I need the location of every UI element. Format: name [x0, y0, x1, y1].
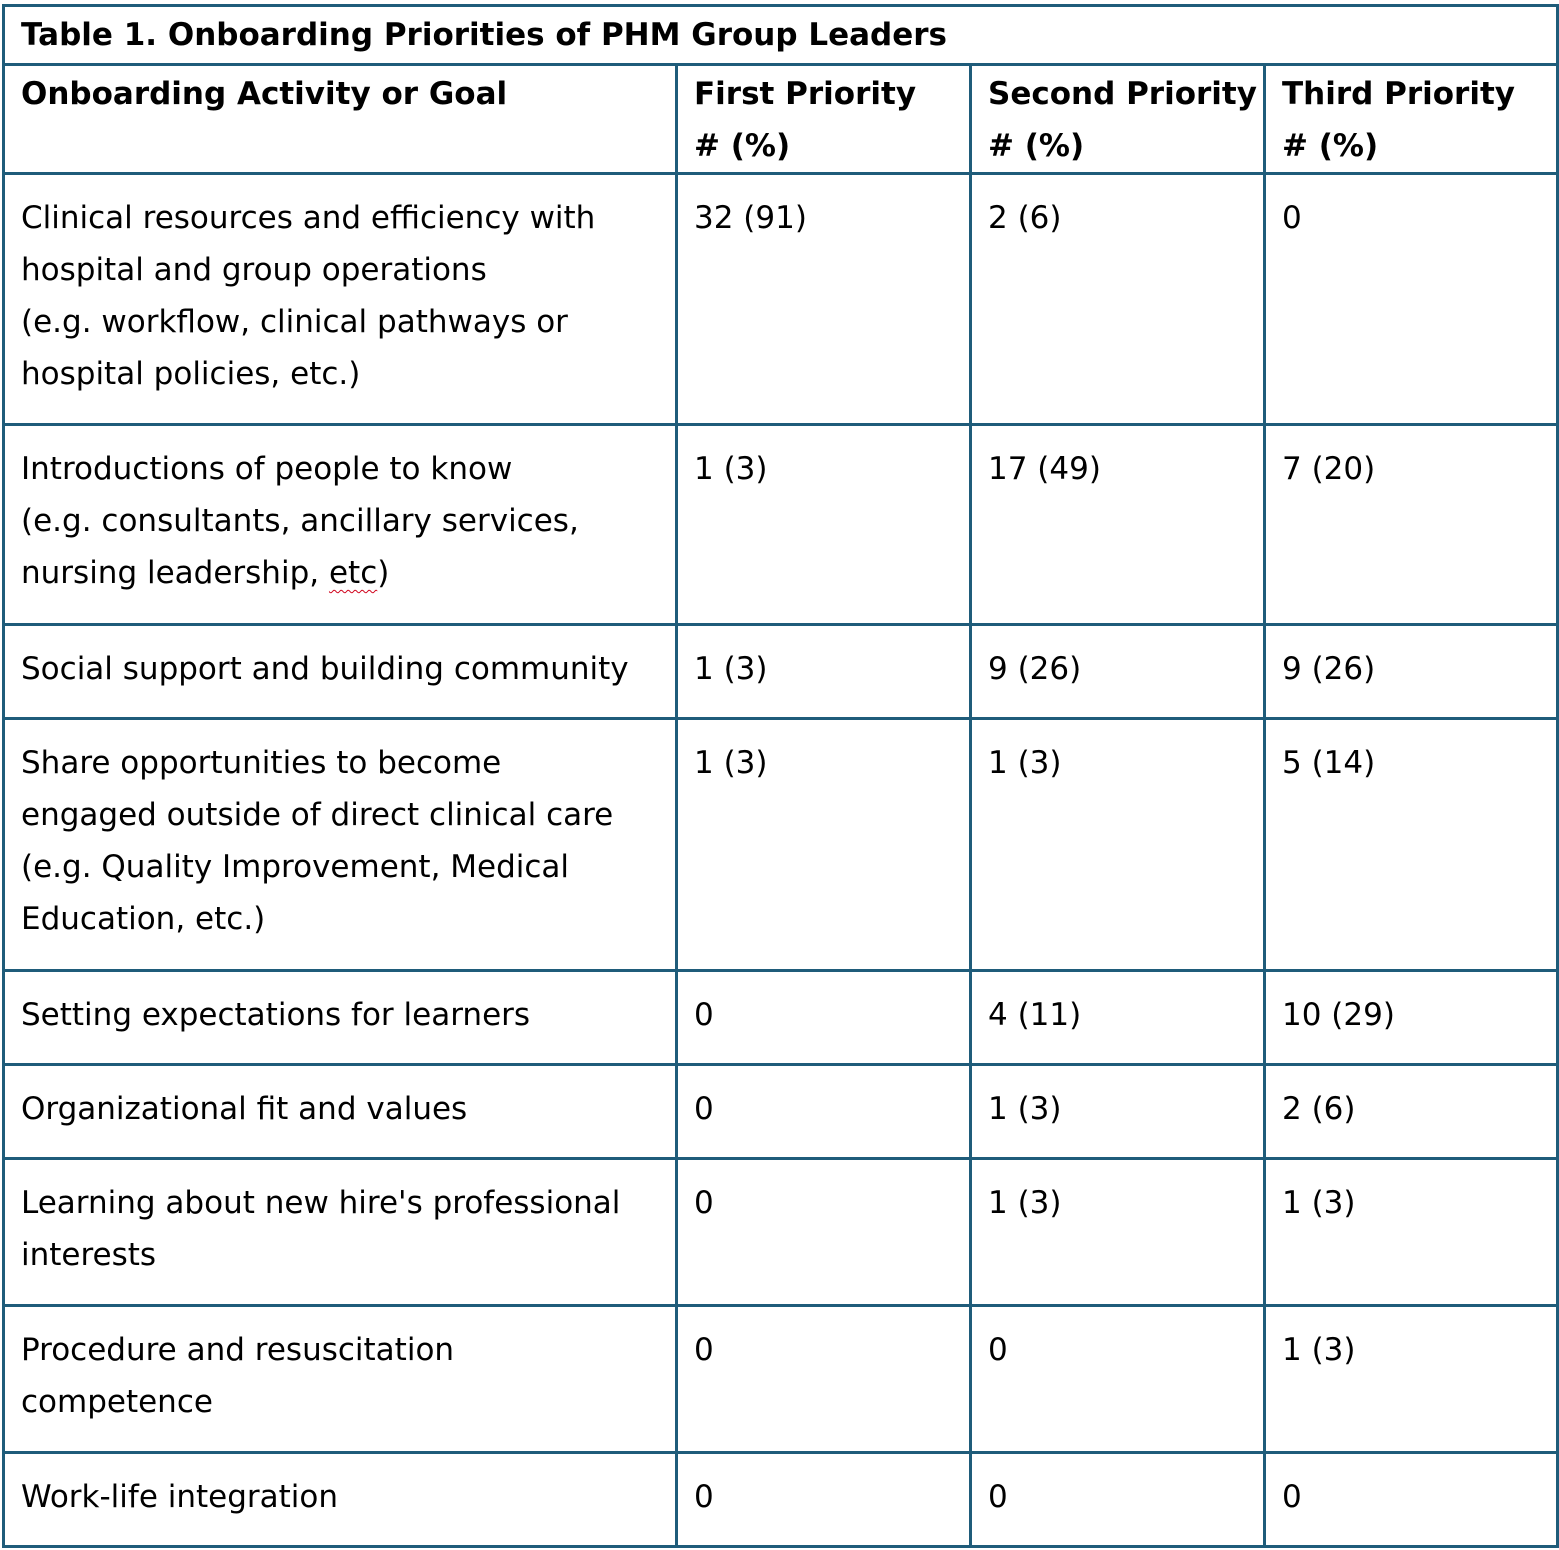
table-row	[4, 174, 1558, 425]
activity-line: (e.g. workflow, clinical pathways or	[21, 304, 568, 340]
table-row	[4, 971, 1558, 1065]
header-second-priority	[971, 65, 1265, 174]
table-row	[4, 1159, 1558, 1306]
third-priority-value: 0	[1265, 174, 1558, 425]
header-row	[4, 65, 1558, 174]
activity-cell	[4, 719, 677, 971]
header-activity-label: Onboarding Activity or Goal	[21, 76, 508, 112]
header-second-label: Second Priority	[988, 76, 1257, 112]
priorities-table	[2, 4, 1559, 1548]
activity-line-end: )	[377, 555, 390, 591]
activity-cell	[4, 1453, 677, 1547]
first-priority-value: 0	[677, 1453, 971, 1547]
header-third-unit: # (%)	[1282, 128, 1379, 164]
third-priority-value: 10 (29)	[1265, 971, 1558, 1065]
second-priority-value: 1 (3)	[971, 1159, 1265, 1306]
activity-cell	[4, 625, 677, 719]
header-second-unit: # (%)	[988, 128, 1085, 164]
header-first-label: First Priority	[694, 76, 917, 112]
table-row	[4, 625, 1558, 719]
activity-line: Setting expectations for learners	[21, 997, 531, 1033]
activity-line: Organizational fit and values	[21, 1091, 468, 1127]
activity-line	[21, 547, 659, 599]
activity-line: (e.g. consultants, ancillary services,	[21, 503, 579, 539]
first-priority-value: 0	[677, 1306, 971, 1453]
first-priority-value: 0	[677, 971, 971, 1065]
first-priority-value: 1 (3)	[677, 625, 971, 719]
activity-line: Work-life integration	[21, 1479, 339, 1515]
activity-cell	[4, 425, 677, 625]
spellcheck-flagged-word: etc	[328, 555, 378, 591]
activity-line: Introductions of people to know	[21, 451, 513, 487]
activity-line: interests	[21, 1237, 157, 1273]
first-priority-value: 0	[677, 1159, 971, 1306]
third-priority-value: 2 (6)	[1265, 1065, 1558, 1159]
header-activity	[4, 65, 677, 174]
activity-line-start: nursing leadership,	[21, 555, 329, 591]
first-priority-value: 32 (91)	[677, 174, 971, 425]
second-priority-value: 9 (26)	[971, 625, 1265, 719]
table-row	[4, 1065, 1558, 1159]
activity-line: Procedure and resuscitation	[21, 1332, 455, 1368]
second-priority-value: 2 (6)	[971, 174, 1265, 425]
activity-line: Share opportunities to become	[21, 745, 502, 781]
activity-line: hospital policies, etc.)	[21, 356, 361, 392]
table-row	[4, 1306, 1558, 1453]
table-title: Table 1. Onboarding Priorities of PHM Group Leaders	[4, 6, 1558, 65]
header-first-priority	[677, 65, 971, 174]
activity-cell	[4, 971, 677, 1065]
header-first-unit: # (%)	[694, 128, 791, 164]
first-priority-value: 1 (3)	[677, 719, 971, 971]
activity-cell	[4, 1159, 677, 1306]
third-priority-value: 5 (14)	[1265, 719, 1558, 971]
second-priority-value: 0	[971, 1453, 1265, 1547]
activity-cell	[4, 1306, 677, 1453]
header-third-label: Third Priority	[1282, 76, 1515, 112]
activity-line: hospital and group operations	[21, 252, 487, 288]
title-row	[4, 6, 1558, 65]
second-priority-value: 4 (11)	[971, 971, 1265, 1065]
activity-line: competence	[21, 1384, 213, 1420]
activity-line: Clinical resources and efficiency with	[21, 200, 596, 236]
activity-cell	[4, 174, 677, 425]
third-priority-value: 1 (3)	[1265, 1159, 1558, 1306]
first-priority-value: 1 (3)	[677, 425, 971, 625]
activity-line: engaged outside of direct clinical care	[21, 797, 614, 833]
activity-line: Social support and building community	[21, 651, 629, 687]
second-priority-value: 17 (49)	[971, 425, 1265, 625]
second-priority-value: 1 (3)	[971, 1065, 1265, 1159]
activity-line: Education, etc.)	[21, 901, 266, 937]
activity-cell	[4, 1065, 677, 1159]
second-priority-value: 0	[971, 1306, 1265, 1453]
table-row	[4, 425, 1558, 625]
header-third-priority	[1265, 65, 1558, 174]
table-row	[4, 1453, 1558, 1547]
first-priority-value: 0	[677, 1065, 971, 1159]
third-priority-value: 9 (26)	[1265, 625, 1558, 719]
second-priority-value: 1 (3)	[971, 719, 1265, 971]
table-row	[4, 719, 1558, 971]
activity-line: Learning about new hire's professional	[21, 1185, 621, 1221]
activity-line: (e.g. Quality Improvement, Medical	[21, 849, 570, 885]
third-priority-value: 7 (20)	[1265, 425, 1558, 625]
third-priority-value: 1 (3)	[1265, 1306, 1558, 1453]
third-priority-value: 0	[1265, 1453, 1558, 1547]
